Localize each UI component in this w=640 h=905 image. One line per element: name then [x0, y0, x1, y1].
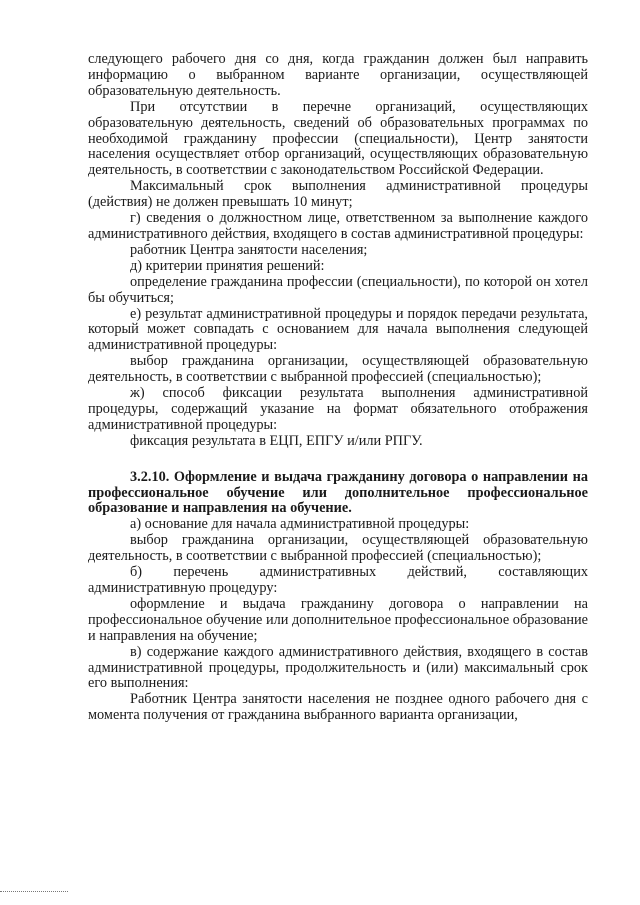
paragraph-max-time: Максимальный срок выполнения административной процедуры (действия) не должен превышать 10 минут; [88, 178, 588, 211]
paragraph-item-v: в) содержание каждого административного действия, входящего в состав административной процедуры, продолжительность и (или) максимальный срок его выполнения: [88, 643, 588, 692]
paragraph-actions: оформление и выдача гражданину договора о направлении на профессиональное обучение или дополнительное профессиональное образование и направления на обучение; [88, 595, 588, 644]
paragraph-item-b: б) перечень административных действий, составляющих административную процедуру: [88, 564, 588, 596]
paragraph-fixation: фиксация результата в ЕЦП, ЕПГУ и/или РПГУ. [130, 432, 423, 449]
paragraph-item-d: д) критерии принятия решений: [130, 257, 325, 274]
paragraph-item-a: а) основание для начала административной процедуры: [130, 516, 470, 533]
paragraph-officer-deadline: Работник Центра занятости населения не позднее одного рабочего дня с момента получения от гражданина выбранного варианта организации, [88, 691, 588, 724]
paragraph-item-zh: ж) способ фиксации результата выполнения административной процедуры, содержащий указание на формат обязательного отображения административной процедуры: [88, 385, 588, 433]
paragraph-decision-criteria: определение гражданина профессии (специальности), по которой он хотел бы обучиться; [88, 273, 588, 306]
section-heading-3-2-10: 3.2.10. Оформление и выдача гражданину договора о направлении на профессиональное обучение или дополнительное профессиональное образование и направления на обучение. [88, 468, 588, 517]
paragraph-result: выбор гражданина организации, осуществляющей образовательную деятельность, в соответствии с выбранной профессией (специальностью); [88, 353, 588, 386]
paragraph-item-e: е) результат административной процедуры и порядок передачи результата, который может совпадать с основанием для начала выполнения следующей административной процедуры: [88, 305, 588, 354]
document-page [88, 52, 588, 724]
scan-edge-line [0, 891, 68, 892]
paragraph-continuation: следующего рабочего дня со дня, когда гражданин должен был направить информацию о выбранном варианте организации, осуществляющей образовательную деятельность. [88, 51, 588, 99]
paragraph-item-g: г) сведения о должностном лице, ответственном за выполнение каждого административного действия, входящего в состав административной процедуры: [88, 210, 588, 242]
paragraph-basis: выбор гражданина организации, осуществляющей образовательную деятельность, в соответствии с выбранной профессией (специальностью); [88, 532, 588, 565]
paragraph-selection-procedure: При отсутствии в перечне организаций, осуществляющих образовательную деятельность, сведений об образовательных программах по необходимой гражданину профессии (специальности), Центр занятости населения осуществляет отбор организаций, осуществляющих образовательную деятельность, в соответствии с законодательством Российской Федерации. [88, 98, 588, 179]
paragraph-responsible-officer: работник Центра занятости населения; [130, 241, 368, 258]
